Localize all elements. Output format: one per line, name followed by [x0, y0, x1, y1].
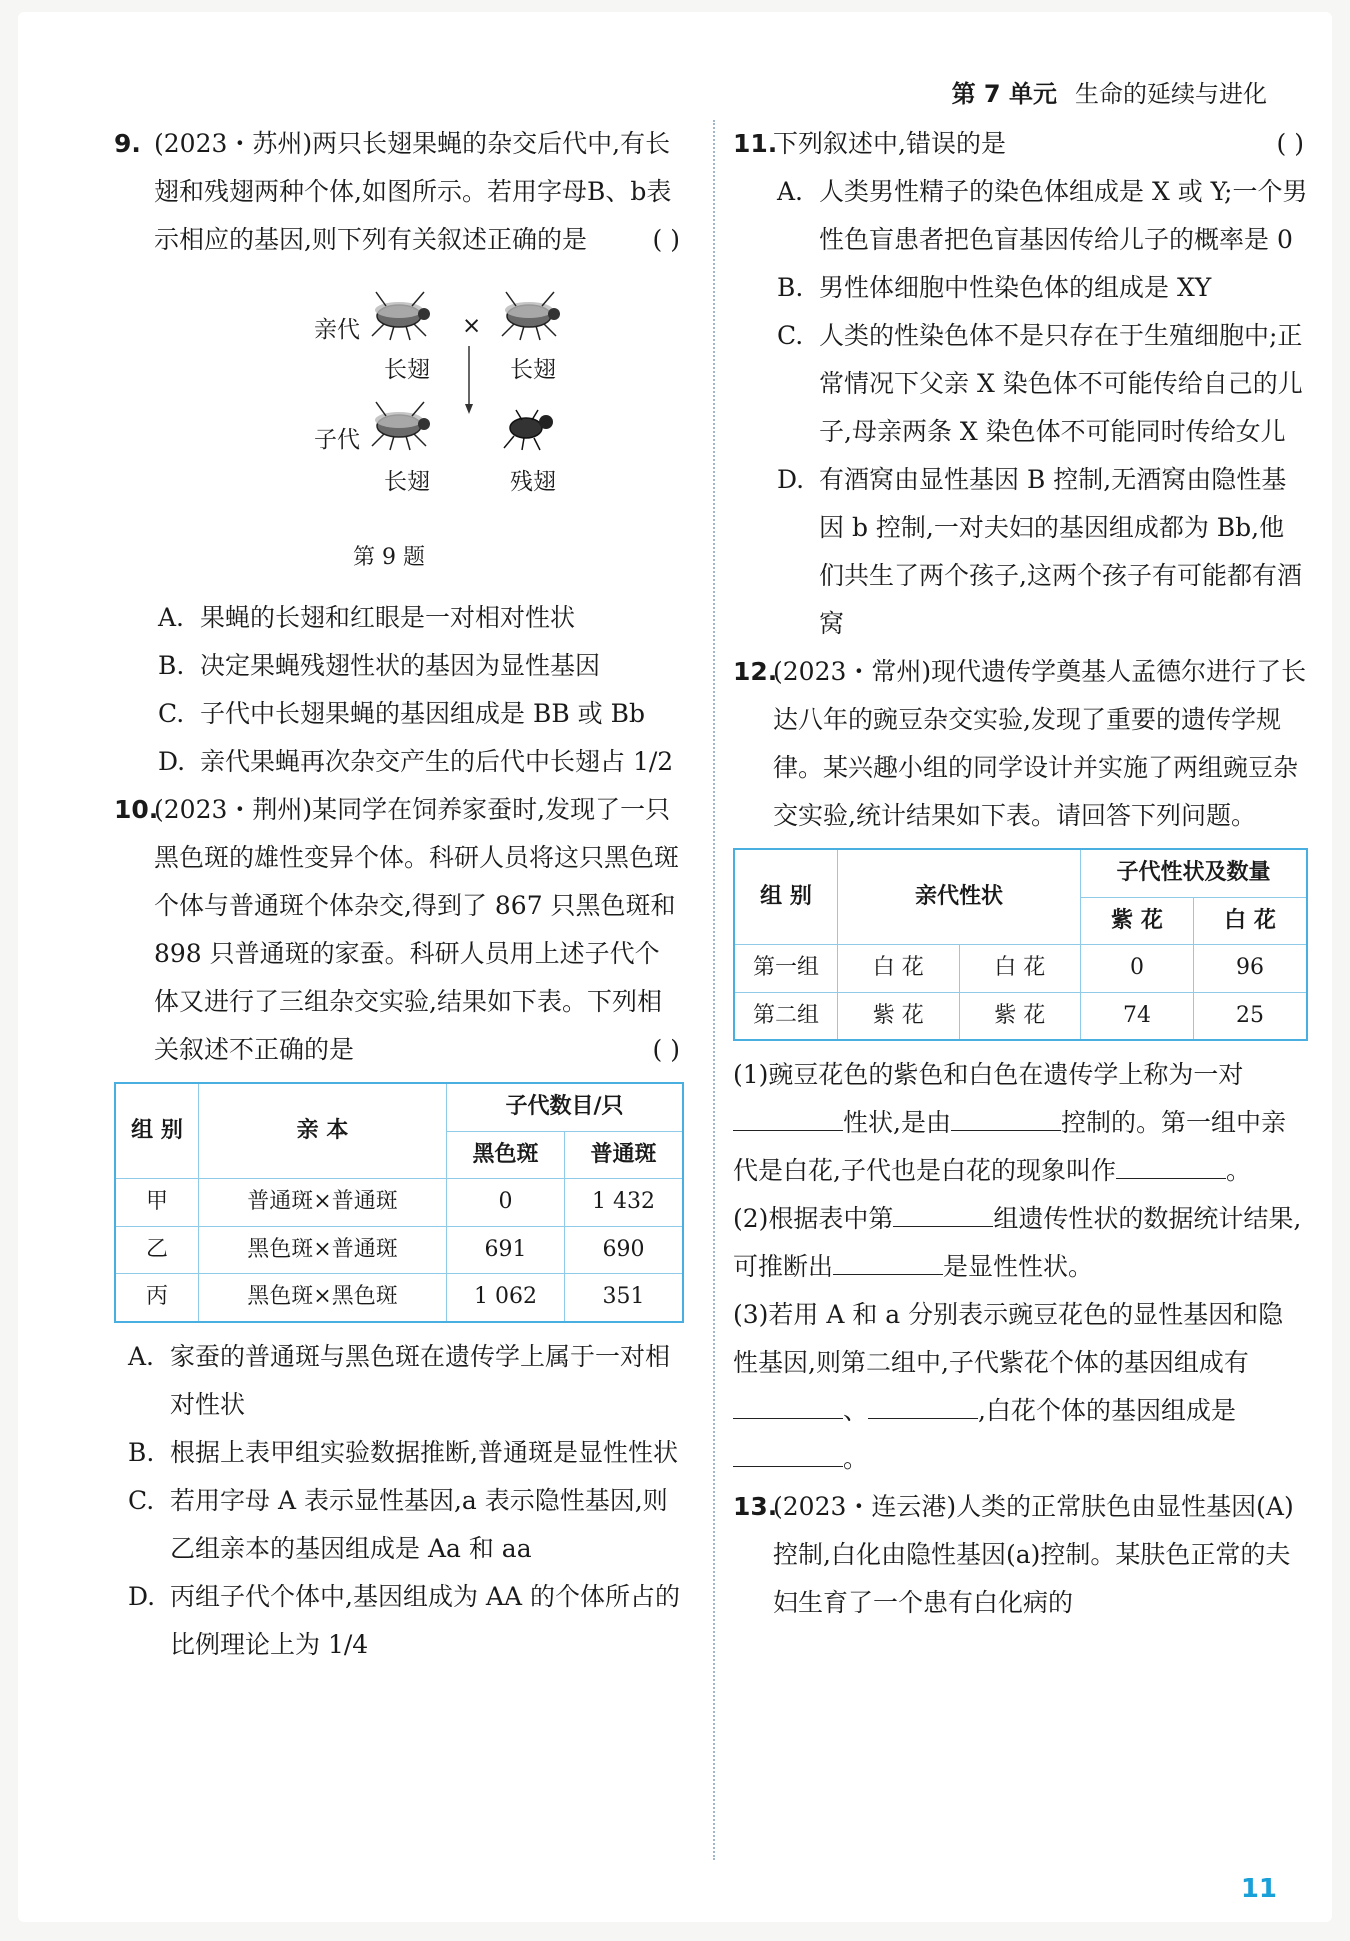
page-header: [952, 74, 1267, 109]
option-text: 家蚕的普通斑与黑色斑在遗传学上属于一对相对性状: [170, 1341, 671, 1419]
option-text: 果蝇的长翅和红眼是一对相对性状: [200, 603, 576, 632]
page: [18, 12, 1332, 1922]
option-b: [124, 1429, 684, 1477]
option-text: 有酒窝由显性基因 B 控制,无酒窝由隐性基因 b 控制,一对夫妇的基因组成都为 Bb,他们共生了两个孩子,这两个孩子有可能都有酒窝: [819, 465, 1302, 638]
option-c: [124, 1477, 684, 1573]
question-9: [114, 120, 684, 786]
header-group: 组 别: [734, 849, 838, 945]
table-row: [734, 992, 1307, 1040]
long-wing-fly-icon: [494, 286, 564, 341]
option-label: A.: [158, 603, 185, 632]
cell-purple: 0: [1081, 945, 1194, 993]
sub3-text: ,白花个体的基因组成是: [978, 1396, 1236, 1426]
option-label: B.: [158, 651, 185, 680]
answer-bracket: ( ): [1276, 129, 1304, 158]
unit-label: 第 7 单元: [951, 80, 1057, 108]
header-parent: 亲代性状: [838, 849, 1081, 945]
option-label: B.: [128, 1437, 155, 1467]
header-parent: 亲 本: [199, 1083, 447, 1179]
option-label: B.: [777, 273, 804, 302]
option-text: 子代中长翅果蝇的基因组成是 BB 或 Bb: [200, 699, 645, 728]
unit-title: 生命的延续与进化: [1075, 80, 1267, 108]
subquestion-3: [733, 1291, 1308, 1483]
question-11: [733, 120, 1308, 648]
option-d: [154, 738, 684, 786]
option-text: 男性体细胞中性染色体的组成是 XY: [819, 273, 1212, 302]
cell-parent-2: 紫 花: [959, 992, 1081, 1040]
child-2-label: 残翅: [510, 469, 556, 495]
cell-normal: 690: [565, 1226, 684, 1274]
cell-parent-2: 白 花: [959, 945, 1081, 993]
cell-parent-1: 紫 花: [838, 992, 960, 1040]
answer-blank[interactable]: [1116, 1148, 1226, 1179]
header-group: 组 别: [115, 1083, 199, 1179]
cell-purple: 74: [1081, 992, 1194, 1040]
cell-black: 0: [447, 1179, 565, 1227]
cell-parent: 黑色斑×普通斑: [199, 1226, 447, 1274]
question-number: 13.: [733, 1492, 778, 1522]
cell-normal: 1 432: [565, 1179, 684, 1227]
sub1-text: (1)豌豆花色的紫色和白色在遗传学上称为一对: [733, 1060, 1244, 1090]
sub2-text: 组遗传性状的数据统计结果,可推断出: [733, 1204, 1302, 1282]
table-row: [734, 945, 1307, 993]
answer-blank[interactable]: [951, 1100, 1061, 1131]
table-row: [115, 1226, 683, 1274]
cell-black: 691: [447, 1226, 565, 1274]
left-column: [114, 120, 684, 1669]
header-offspring: 子代性状及数量: [1081, 849, 1308, 897]
question-stem: (2023・连云港)人类的正常肤色由显性基因(A)控制,白化由隐性基因(a)控制。某肤色正常的夫妇生育了一个患有白化病的: [773, 1492, 1294, 1618]
option-label: A.: [777, 177, 804, 206]
option-label: C.: [158, 699, 185, 728]
option-text: 人类的性染色体不是只存在于生殖细胞中;正常情况下父亲 X 染色体不可能传给自己的儿子,母亲两条 X 染色体不可能同时传给女儿: [819, 321, 1303, 446]
option-text: 决定果蝇残翅性状的基因为显性基因: [200, 651, 601, 680]
cell-parent: 黑色斑×黑色斑: [199, 1274, 447, 1322]
header-offspring: 子代数目/只: [447, 1083, 684, 1131]
question-stem: (2023・苏州)两只长翅果蝇的杂交后代中,有长翅和残翅两种个体,如图所示。若用字母B、b表示相应的基因,则下列有关叙述正确的是: [154, 129, 672, 254]
question-stem: (2023・荆州)某同学在饲养家蚕时,发现了一只黑色斑的雄性变异个体。科研人员将这只黑色斑个体与普通斑个体杂交,得到了 867 只黑色斑和 898 只普通斑的家蚕。科研人员用上述子代个体又进行了三组杂交实验,结果如下表。下列相关叙述不正确的是: [154, 795, 680, 1064]
cell-white: 25: [1194, 992, 1308, 1040]
sub2-text: 是显性性状。: [943, 1252, 1094, 1282]
answer-bracket: ( ): [652, 1035, 680, 1064]
header-purple: 紫 花: [1081, 897, 1194, 945]
long-wing-fly-icon: [364, 396, 434, 451]
cell-group: 乙: [115, 1226, 199, 1274]
question-10-options: [114, 1333, 684, 1669]
option-a: [773, 168, 1308, 264]
long-wing-fly-icon: [364, 286, 434, 341]
option-text: 人类男性精子的染色体组成是 X 或 Y;一个男性色盲患者把色盲基因传给儿子的概率是 0: [819, 177, 1308, 254]
option-b: [773, 264, 1308, 312]
cell-group: 第二组: [734, 992, 838, 1040]
option-label: C.: [128, 1485, 155, 1515]
question-10: [114, 786, 684, 1074]
figure-caption: 第 9 题: [353, 545, 425, 570]
header-normal: 普通斑: [565, 1131, 684, 1179]
option-text: 若用字母 A 表示显性基因,a 表示隐性基因,则乙组亲本的基因组成是 Aa 和 aa: [170, 1485, 668, 1563]
parent-1-label: 长翅: [384, 357, 430, 383]
cell-normal: 351: [565, 1274, 684, 1322]
answer-blank[interactable]: [868, 1388, 978, 1419]
option-label: D.: [158, 747, 186, 776]
table-row: [115, 1274, 683, 1322]
option-c: [773, 312, 1308, 456]
sub3-text: 。: [843, 1444, 869, 1474]
sub3-text: 、: [843, 1396, 869, 1426]
option-text: 亲代果蝇再次杂交产生的后代中长翅占 1/2: [200, 747, 674, 776]
option-label: A.: [128, 1341, 155, 1371]
page-number: 11: [1240, 1874, 1277, 1904]
right-column: [733, 120, 1308, 1627]
option-d: [124, 1573, 684, 1669]
child-label: 子代: [314, 427, 360, 453]
cell-black: 1 062: [447, 1274, 565, 1322]
question-13: [733, 1483, 1308, 1627]
cell-group: 丙: [115, 1274, 199, 1322]
option-a: [154, 594, 684, 642]
table-row: [115, 1179, 683, 1227]
sub3-text: (3)若用 A 和 a 分别表示豌豆花色的显性基因和隐性基因,则第二组中,子代紫花个体的基因组成有: [733, 1300, 1284, 1378]
sub2-text: (2)根据表中第: [733, 1204, 894, 1234]
cross-symbol: ×: [462, 313, 482, 339]
answer-blank[interactable]: [833, 1244, 943, 1275]
header-white: 白 花: [1194, 897, 1308, 945]
child-1-label: 长翅: [384, 469, 430, 495]
pea-table: [733, 848, 1308, 1041]
subquestion-1: [733, 1051, 1308, 1195]
vestigial-wing-fly-icon: [494, 396, 564, 451]
option-c: [154, 690, 684, 738]
question-number: 12.: [733, 657, 778, 686]
option-text: 根据上表甲组实验数据推断,普通斑是显性性状: [170, 1437, 678, 1467]
cell-parent-1: 白 花: [838, 945, 960, 993]
question-12: [733, 648, 1308, 840]
sub1-text: 性状,是由: [843, 1108, 951, 1138]
option-text: 丙组子代个体中,基因组成为 AA 的个体所占的比例理论上为 1/4: [170, 1581, 680, 1659]
down-arrow-icon: [464, 346, 474, 416]
question-number: 10.: [114, 795, 159, 824]
question-number: 9.: [114, 129, 141, 158]
answer-bracket: ( ): [652, 225, 680, 254]
answer-blank[interactable]: [733, 1100, 843, 1131]
header-black: 黑色斑: [447, 1131, 565, 1179]
answer-blank[interactable]: [893, 1196, 993, 1227]
cell-group: 甲: [115, 1179, 199, 1227]
subquestion-2: [733, 1195, 1308, 1291]
cell-white: 96: [1194, 945, 1308, 993]
option-label: D.: [777, 465, 805, 494]
cell-parent: 普通斑×普通斑: [199, 1179, 447, 1227]
question-number: 11.: [733, 129, 778, 158]
question-stem: 下列叙述中,错误的是: [773, 129, 1006, 158]
cell-group: 第一组: [734, 945, 838, 993]
option-a: [124, 1333, 684, 1429]
fly-cross-figure: [314, 286, 754, 526]
answer-blank[interactable]: [733, 1436, 843, 1467]
option-label: D.: [128, 1581, 156, 1611]
parent-2-label: 长翅: [510, 357, 556, 383]
sub1-text: 。: [1225, 1156, 1251, 1186]
option-b: [154, 642, 684, 690]
parent-label: 亲代: [314, 317, 360, 343]
option-label: C.: [777, 321, 804, 350]
question-stem: (2023・常州)现代遗传学奠基人孟德尔进行了长达八年的豌豆杂交实验,发现了重要的遗传学规律。某兴趣小组的同学设计并实施了两组豌豆杂交实验,统计结果如下表。请回答下列问题。: [773, 657, 1307, 830]
sub1-text: 控制的。第一组中亲代是白花,子代也是白花的现象叫作: [733, 1108, 1286, 1186]
silkworm-table: [114, 1082, 684, 1323]
option-d: [773, 456, 1308, 648]
answer-blank[interactable]: [733, 1388, 843, 1419]
